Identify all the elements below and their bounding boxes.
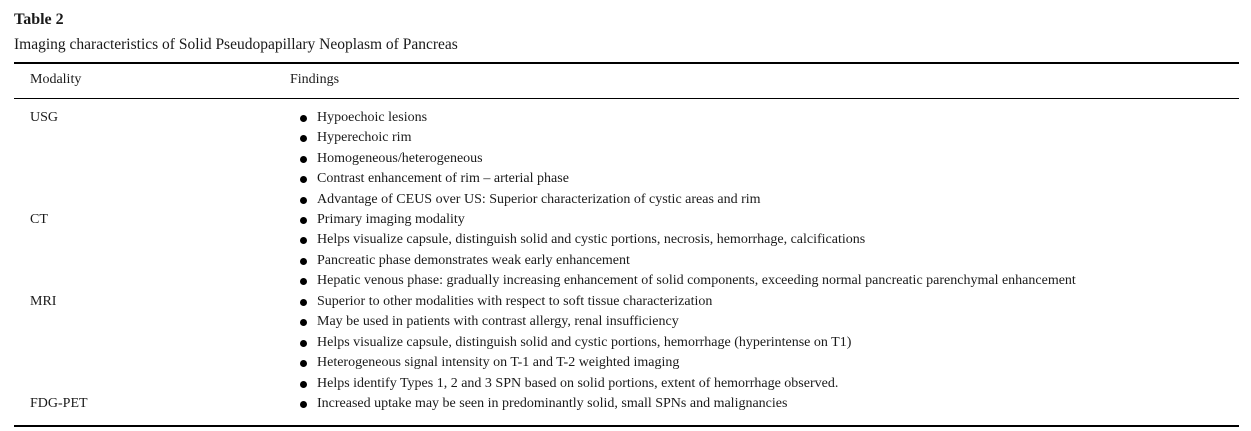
header-modality: Modality [30, 72, 82, 87]
modality-mri: MRI [30, 294, 57, 309]
modality-usg: USG [30, 110, 59, 125]
table-label: Table 2 [14, 11, 64, 28]
bullet-icon [300, 401, 307, 408]
bullet-icon [300, 319, 307, 326]
list-item [300, 292, 851, 312]
bullet-icon [300, 176, 307, 183]
list-item [300, 353, 851, 373]
finding-text: Heterogeneous signal intensity on T-1 and T-2 weighted imaging [317, 355, 680, 371]
table-caption: Imaging characteristics of Solid Pseudopapillary Neoplasm of Pancreas [14, 36, 458, 53]
finding-text: Pancreatic phase demonstrates weak early enhancement [317, 252, 630, 268]
modality-ct: CT [30, 212, 48, 227]
finding-text: Hepatic venous phase: gradually increasing enhancement of solid components, exceeding normal pancreatic parenchymal enhancement [317, 273, 1076, 289]
finding-text: Helps identify Types 1, 2 and 3 SPN based on solid portions, extent of hemorrhage observed. [317, 375, 839, 391]
bullet-icon [300, 237, 307, 244]
finding-text: Hyperechoic rim [317, 130, 412, 146]
list-item [300, 394, 787, 414]
bullet-icon [300, 217, 307, 224]
list-item [300, 128, 761, 148]
finding-text: Homogeneous/heterogeneous [317, 150, 483, 166]
modality-fdg-pet: FDG-PET [30, 396, 88, 411]
bottom-rule [14, 425, 1239, 427]
bullet-icon [300, 135, 307, 142]
list-item [300, 190, 761, 210]
bullet-icon [300, 278, 307, 285]
header-findings: Findings [290, 72, 340, 87]
list-item [300, 108, 761, 128]
finding-text: Advantage of CEUS over US: Superior characterization of cystic areas and rim [317, 191, 761, 207]
list-item [300, 169, 761, 189]
finding-text: Contrast enhancement of rim – arterial phase [317, 171, 569, 187]
bullet-icon [300, 258, 307, 265]
list-item [300, 312, 851, 332]
bullet-icon [300, 197, 307, 204]
bullet-icon [300, 299, 307, 306]
list-item [300, 210, 1076, 230]
list-item [300, 374, 851, 394]
finding-text: Hypoechoic lesions [317, 110, 428, 125]
list-item [300, 149, 761, 169]
list-item [300, 251, 1076, 271]
bullet-icon [300, 115, 307, 122]
bullet-icon [300, 381, 307, 388]
list-item [300, 333, 851, 353]
finding-text: Helps visualize capsule, distinguish solid and cystic portions, necrosis, hemorrhage, calcifications [317, 232, 866, 248]
findings-list-mri [300, 292, 851, 394]
bullet-icon [300, 360, 307, 367]
bullet-icon [300, 340, 307, 347]
header-rule [14, 98, 1239, 99]
finding-text: May be used in patients with contrast allergy, renal insufficiency [317, 314, 679, 330]
findings-list-ct [300, 210, 1076, 292]
findings-list-usg [300, 108, 761, 210]
list-item [300, 230, 1076, 250]
finding-text: Helps visualize capsule, distinguish solid and cystic portions, hemorrhage (hyperintense on T1) [317, 334, 852, 350]
finding-text: Primary imaging modality [317, 212, 465, 227]
findings-list-fdg-pet [300, 394, 787, 414]
list-item [300, 271, 1076, 291]
top-rule [14, 62, 1239, 64]
finding-text: Superior to other modalities with respect to soft tissue characterization [317, 294, 713, 309]
finding-text: Increased uptake may be seen in predominantly solid, small SPNs and malignancies [317, 396, 788, 411]
bullet-icon [300, 156, 307, 163]
